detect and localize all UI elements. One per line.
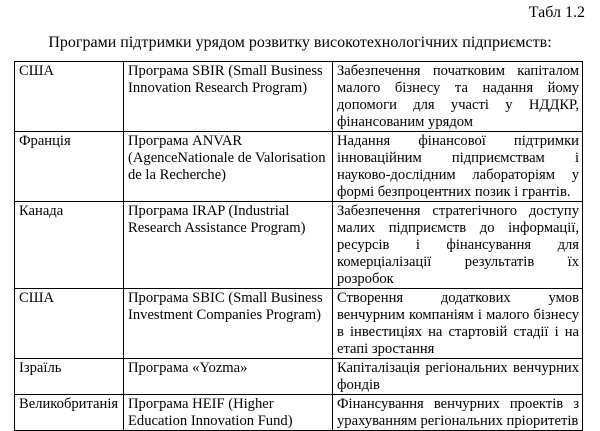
country-cell: Франція <box>15 132 124 202</box>
country-cell: США <box>15 62 124 132</box>
table-row <box>15 132 583 202</box>
description-cell: Капіталізація регіональних венчурних фондів <box>333 359 583 395</box>
table-row <box>15 202 583 289</box>
description-cell: Створення додаткових умов венчурним компаніям і малого бізнесу в інвестиціях на стартовій стадії і на етапі зростання <box>333 289 583 359</box>
table-row <box>15 289 583 359</box>
country-cell: США <box>15 289 124 359</box>
country-cell: Великобританія <box>15 395 124 431</box>
description-cell: Забезпечення початковим капіталом малого бізнесу та надання йому допомоги для участі у НДДКР, фінансованим урядом <box>333 62 583 132</box>
table-row <box>15 395 583 431</box>
programs-table <box>14 61 583 431</box>
description-cell: Забезпечення стратегічного доступу малих підприємств до інформації, ресурсів і фінансування для комерціалізації результатів їх розробок <box>333 202 583 289</box>
program-cell: Програма ANVAR (AgenceNationale de Valorisation de la Recherche) <box>124 132 333 202</box>
table-number-label: Табл 1.2 <box>528 4 585 21</box>
program-cell: Програма SBIC (Small Business Investment Companies Program) <box>124 289 333 359</box>
table-row <box>15 359 583 395</box>
program-cell: Програма SBIR (Small Business Innovation Research Program) <box>124 62 333 132</box>
country-cell: Ізраїль <box>15 359 124 395</box>
program-cell: Програма HEIF (Higher Education Innovation Fund) <box>124 395 333 431</box>
description-cell: Надання фінансової підтримки інноваційним підприємствам і науково-дослідним лабораторіям у формі безпроцентних позик і грантів. <box>333 132 583 202</box>
program-cell: Програма IRAP (Industrial Research Assistance Program) <box>124 202 333 289</box>
table-row <box>15 62 583 132</box>
table-title: Програми підтримки урядом розвитку високотехнологічних підприємств: <box>48 34 552 51</box>
description-cell: Фінансування венчурних проектів з урахуванням регіональних пріоритетів <box>333 395 583 431</box>
program-cell: Програма «Yozma» <box>124 359 333 395</box>
country-cell: Канада <box>15 202 124 289</box>
